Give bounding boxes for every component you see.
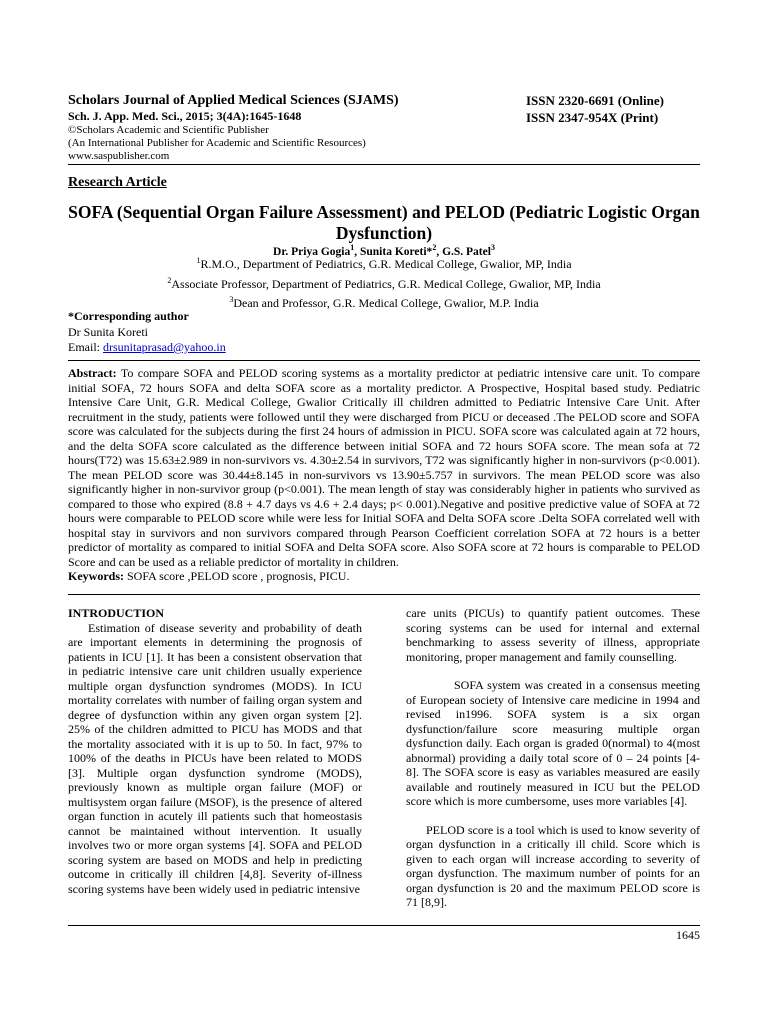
issn-block: [526, 92, 726, 126]
publisher-note: (An International Publisher for Academic and Scientific Resources): [68, 137, 366, 149]
introduction-heading: INTRODUCTION: [68, 606, 165, 620]
keywords-text: SOFA score ,PELOD score , prognosis, PICU.: [124, 569, 350, 583]
journal-title: Scholars Journal of Applied Medical Sciences (SJAMS): [68, 93, 399, 108]
author-3: G.S. Patel$^3$: [442, 243, 495, 258]
keywords: [68, 569, 700, 584]
corresponding-heading: *Corresponding author: [68, 309, 189, 323]
abstract-bottom-rule: [68, 594, 700, 595]
corresponding-author: [68, 309, 468, 356]
keywords-label: Keywords:: [68, 569, 124, 583]
affiliation-2: $^2$Associate Professor, Department of Pediatrics, G.R. Medical College, Gwalior, MP, India: [167, 275, 601, 291]
affiliation-3: $^3$Dean and Professor, G.R. Medical College, Gwalior, M.P. India: [229, 295, 539, 310]
article-type: Research Article: [68, 175, 167, 190]
header-divider: [68, 164, 700, 165]
abstract-paragraph: [68, 366, 700, 569]
issn-online: ISSN 2320-6691 (Online): [526, 93, 664, 108]
corresponding-name: Dr Sunita Koreti: [68, 324, 148, 339]
issn-print: ISSN 2347-954X (Print): [526, 110, 659, 125]
abstract-label: Abstract:: [68, 366, 117, 380]
article-title: SOFA (Sequential Organ Failure Assessment) and PELOD (Pediatric Logistic Organ Dysfunction): [68, 202, 700, 243]
journal-header: [68, 92, 528, 163]
affiliation-1: $^1$R.M.O., Department of Pediatrics, G.R. Medical College, Gwalior, MP, India: [196, 256, 572, 271]
affiliations: [40, 253, 728, 312]
abstract: [68, 366, 700, 584]
publisher: ©Scholars Academic and Scientific Publisher: [68, 124, 269, 136]
author-1: Dr. Priya Gogia$^1$,: [273, 243, 360, 258]
sofa-paragraph: SOFA system was created in a consensus meeting of European society of Intensive care medicine in 1994 and revised in1996. SOFA system is a six organ dysfunction/failure score measuring multiple organ dysfunction daily. Each organ is graded 0(normal) to 4(most abnormal) providing a daily total score of 0 – 24 points [4-8]. The SOFA score is easy as variables measured are easily available and routinely measured in ICU but the PELOD score which is more cumbersome, uses more variables [4].: [406, 678, 700, 808]
journal-citation: Sch. J. App. Med. Sci., 2015; 3(4A):1645-1648: [68, 109, 302, 123]
left-column: [68, 606, 362, 896]
pelod-paragraph: PELOD score is a tool which is used to know severity of organ dysfunction in a critically ill child. Score which is given to each organ will increase according to severity of organ dysfunction. The maximum number of points for an organ dysfunction is 20 and the maximum PELOD score is 71 [8,9].: [406, 822, 700, 909]
email-link[interactable]: drsunitaprasad@yahoo.in: [103, 340, 226, 354]
intro-paragraph-1: Estimation of disease severity and probability of death are important elements in determining the prognosis of patients in ICU [1]. It has been a consistent observation that in pediatric intensive care unit children usually experience multiple organ dysfunction syndromes (MODS). In ICU mortality correlates with number of failing organ system and degree of dysfunction within any given organ system [2]. 25% of the children admitted to PICU has MODS and that the mortality associated with it is up to 50. In fact, 97% to 100% of the deaths in PICUs have been related to MODS [3]. Multiple organ dysfunction syndrome (MODS), previously known as multiple organ failure (MOF) or multisystem organ failure (MSOF), is the presence of altered organ function in acutely ill patients such that homeostasis cannot be maintained without intervention. It usually involves two or more organ systems [4]. SOFA and PELOD scoring system are based on MODS and help in predicting outcome in critically ill children [4,8]. Severity of-illness scoring systems have been widely used in pediatric intensive: [68, 620, 362, 896]
publisher-website[interactable]: www.saspublisher.com: [68, 150, 170, 162]
author-2: Sunita Koreti*$^2$,: [360, 243, 443, 258]
footer-rule: [68, 925, 700, 926]
abstract-top-rule: [68, 360, 700, 361]
abstract-text: To compare SOFA and PELOD scoring systems as a mortality predictor at pediatric intensive care unit. To compare initial SOFA, 72 hours SOFA and delta SOFA score as a mortality predictor. A Prospective, Hospital based study. Pediatric Intensive Care Unit, G.R. Medical College, Gwalior Critically ill children admitted to Pediatric Intensive Care Unit. After recruitment in the study, patients were followed until they were discharged from PICU or deceased .The PELOD score and SOFA score was calculated for the subjects during the first 24 hours of admission in PICU. SOFA score was calculated again at 72 hours, and the delta SOFA score calculated as the difference between initial SOFA and 72 hours SOFA score. The mean sofa at 72 hours(T72) was 15.63±2.989 in non-survivors vs. 4.30±2.54 in survivors, T72 was significantly higher in non-survivors (p<0.001). The mean PELOD score was 30.44±8.145 in non-survivors vs 13.90±5.757 in survivors. The mean PELOD score was also significantly higher in non-survivor group (p<0.001). The mean length of stay was considerably higher in patients who survived as compared to those who expired (8.8 + 4.7 days vs 4.6 + 2.4 days; p< 0.001).Negative and positive predictive value of SOFA at 72 hours were comparable to PELOD score while were less for Initial SOFA and Delta SOFA score .Delta SOFA correlated well with hospital stay in survivors and non survivors compared through Pearson Coefficient correlation SOFA at 72 hours is a better predictor of mortality as compared to initial SOFA and Delta SOFA score. Also SOFA score at 72 hours is comparable to PELOD Score and can be used as a reliable predictor of mortality in children.: [68, 366, 700, 569]
intro-paragraph-1-cont: care units (PICUs) to quantify patient outcomes. These scoring systems can be used for internal and external benchmarking to assess severity of illness, appropriate monitoring, proper management and family counselling.: [406, 606, 700, 664]
corresponding-email-line: Email: drsunitaprasad@yahoo.in: [68, 340, 226, 354]
right-column: [406, 606, 700, 910]
page-number: 1645: [676, 928, 700, 942]
